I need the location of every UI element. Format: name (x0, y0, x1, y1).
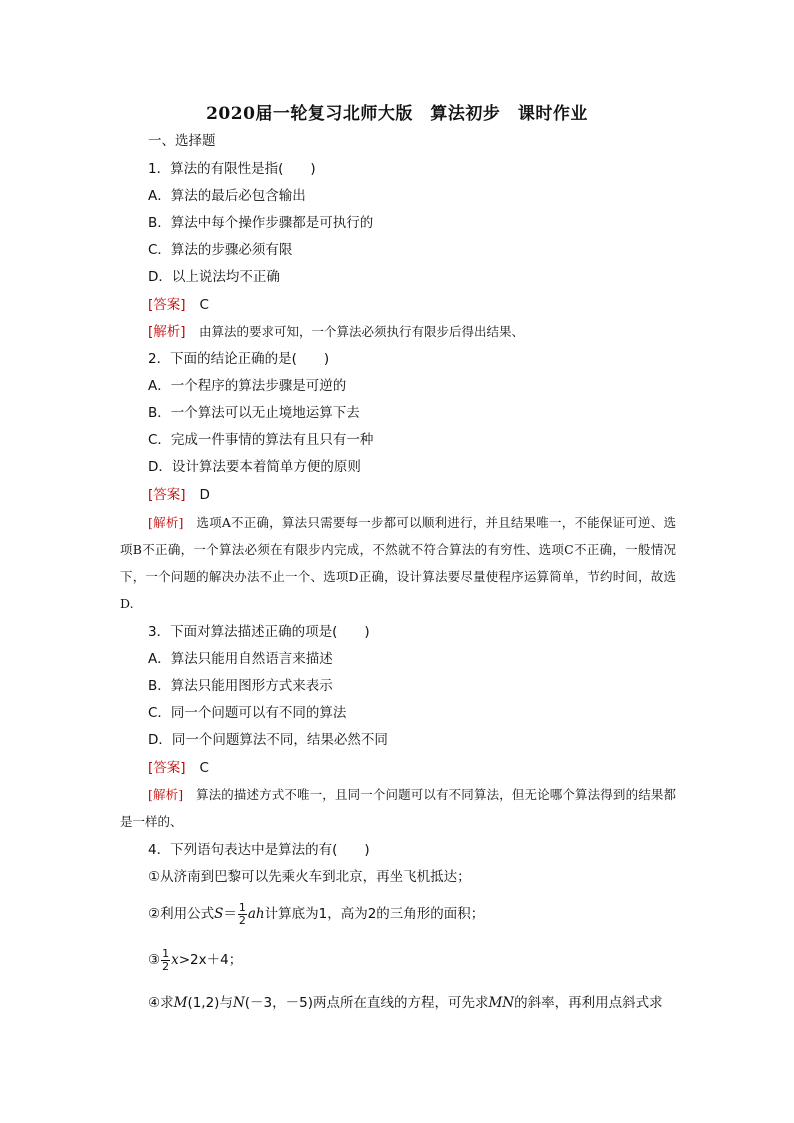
question-3-explanation (120, 781, 676, 835)
question-1-option-a: A．算法的最后必包含输出 (148, 188, 306, 204)
question-2-answer (148, 486, 210, 504)
answer-tag: [答案] (148, 760, 186, 776)
answer-tag: [答案] (148, 487, 186, 503)
question-4-item-1: ①从济南到巴黎可以先乘火车到北京，再坐飞机抵达； (148, 869, 471, 885)
explanation-tag: [解析] (148, 324, 186, 340)
question-4-item-3: ③ $\frac{1}{2}$ x>2x＋4； (148, 946, 243, 973)
question-2-option-d: D．设计算法要本着简单方便的原则 (148, 459, 361, 475)
question-1-stem: 1．算法的有限性是指( ) (148, 161, 316, 177)
question-3-option-b: B．算法只能用图形方式来表示 (148, 678, 333, 694)
explanation-text: 选项A不正确，算法只需要每一步都可以顺利进行，并且结果唯一，不能保证可逆、选项B不正确，一个算法必须在有限步内完成，不然就不符合算法的有穷性、选项C不正确，一般情况下，一个问题的解决办法不止一个、选项D正确，设计算法要尽量使程序运算简单，节约时间，故选D. (120, 515, 676, 611)
question-4-stem: 4．下列语句表达中是算法的有( ) (148, 842, 370, 858)
answer-value: C (199, 297, 209, 313)
question-1-explanation (148, 323, 524, 341)
question-2-option-a: A．一个程序的算法步骤是可逆的 (148, 378, 347, 394)
section-heading: 一、选择题 (148, 133, 216, 149)
question-1-option-c: C．算法的步骤必须有限 (148, 242, 293, 258)
explanation-text: 由算法的要求可知，一个算法必须执行有限步后得出结果、 (199, 324, 525, 339)
question-3-option-d: D．同一个问题算法不同，结果必然不同 (148, 732, 388, 748)
question-1-option-d: D．以上说法均不正确 (148, 269, 280, 285)
answer-value: D (199, 487, 210, 503)
question-1-option-b: B．算法中每个操作步骤都是可执行的 (148, 215, 374, 231)
question-2-stem: 2．下面的结论正确的是( ) (148, 351, 330, 367)
fraction-one-half: $\frac{1}{2}$ (238, 900, 246, 927)
answer-tag: [答案] (148, 297, 186, 313)
question-3-option-c: C．同一个问题可以有不同的算法 (148, 705, 347, 721)
question-2-option-b: B．一个算法可以无止境地运算下去 (148, 405, 360, 421)
page-title: 2020届一轮复习北师大版 算法初步 课时作业 (206, 104, 588, 124)
question-3-answer (148, 759, 209, 777)
explanation-tag: [解析] (148, 787, 184, 802)
question-4-item-4: ④求M(1,2)与N(－3，－5)两点所在直线的方程，可先求MN的斜率，再利用点斜式求 (148, 995, 663, 1011)
question-3-option-a: A．算法只能用自然语言来描述 (148, 651, 333, 667)
question-1-answer (148, 296, 209, 314)
question-3-stem: 3．下面对算法描述正确的项是( ) (148, 624, 370, 640)
answer-value: C (199, 760, 209, 776)
fraction-one-half: $\frac{1}{2}$ (162, 946, 170, 973)
explanation-text: 算法的描述方式不唯一，且同一个问题可以有不同算法，但无论哪个算法得到的结果都是一样的、 (120, 787, 676, 829)
question-2-option-c: C．完成一件事情的算法有且只有一种 (148, 432, 374, 448)
explanation-tag: [解析] (148, 515, 184, 530)
question-4-item-2: ②利用公式S＝ $\frac{1}{2}$ ah计算底为1，高为2的三角形的面积； (148, 900, 485, 927)
question-2-explanation (120, 509, 676, 617)
